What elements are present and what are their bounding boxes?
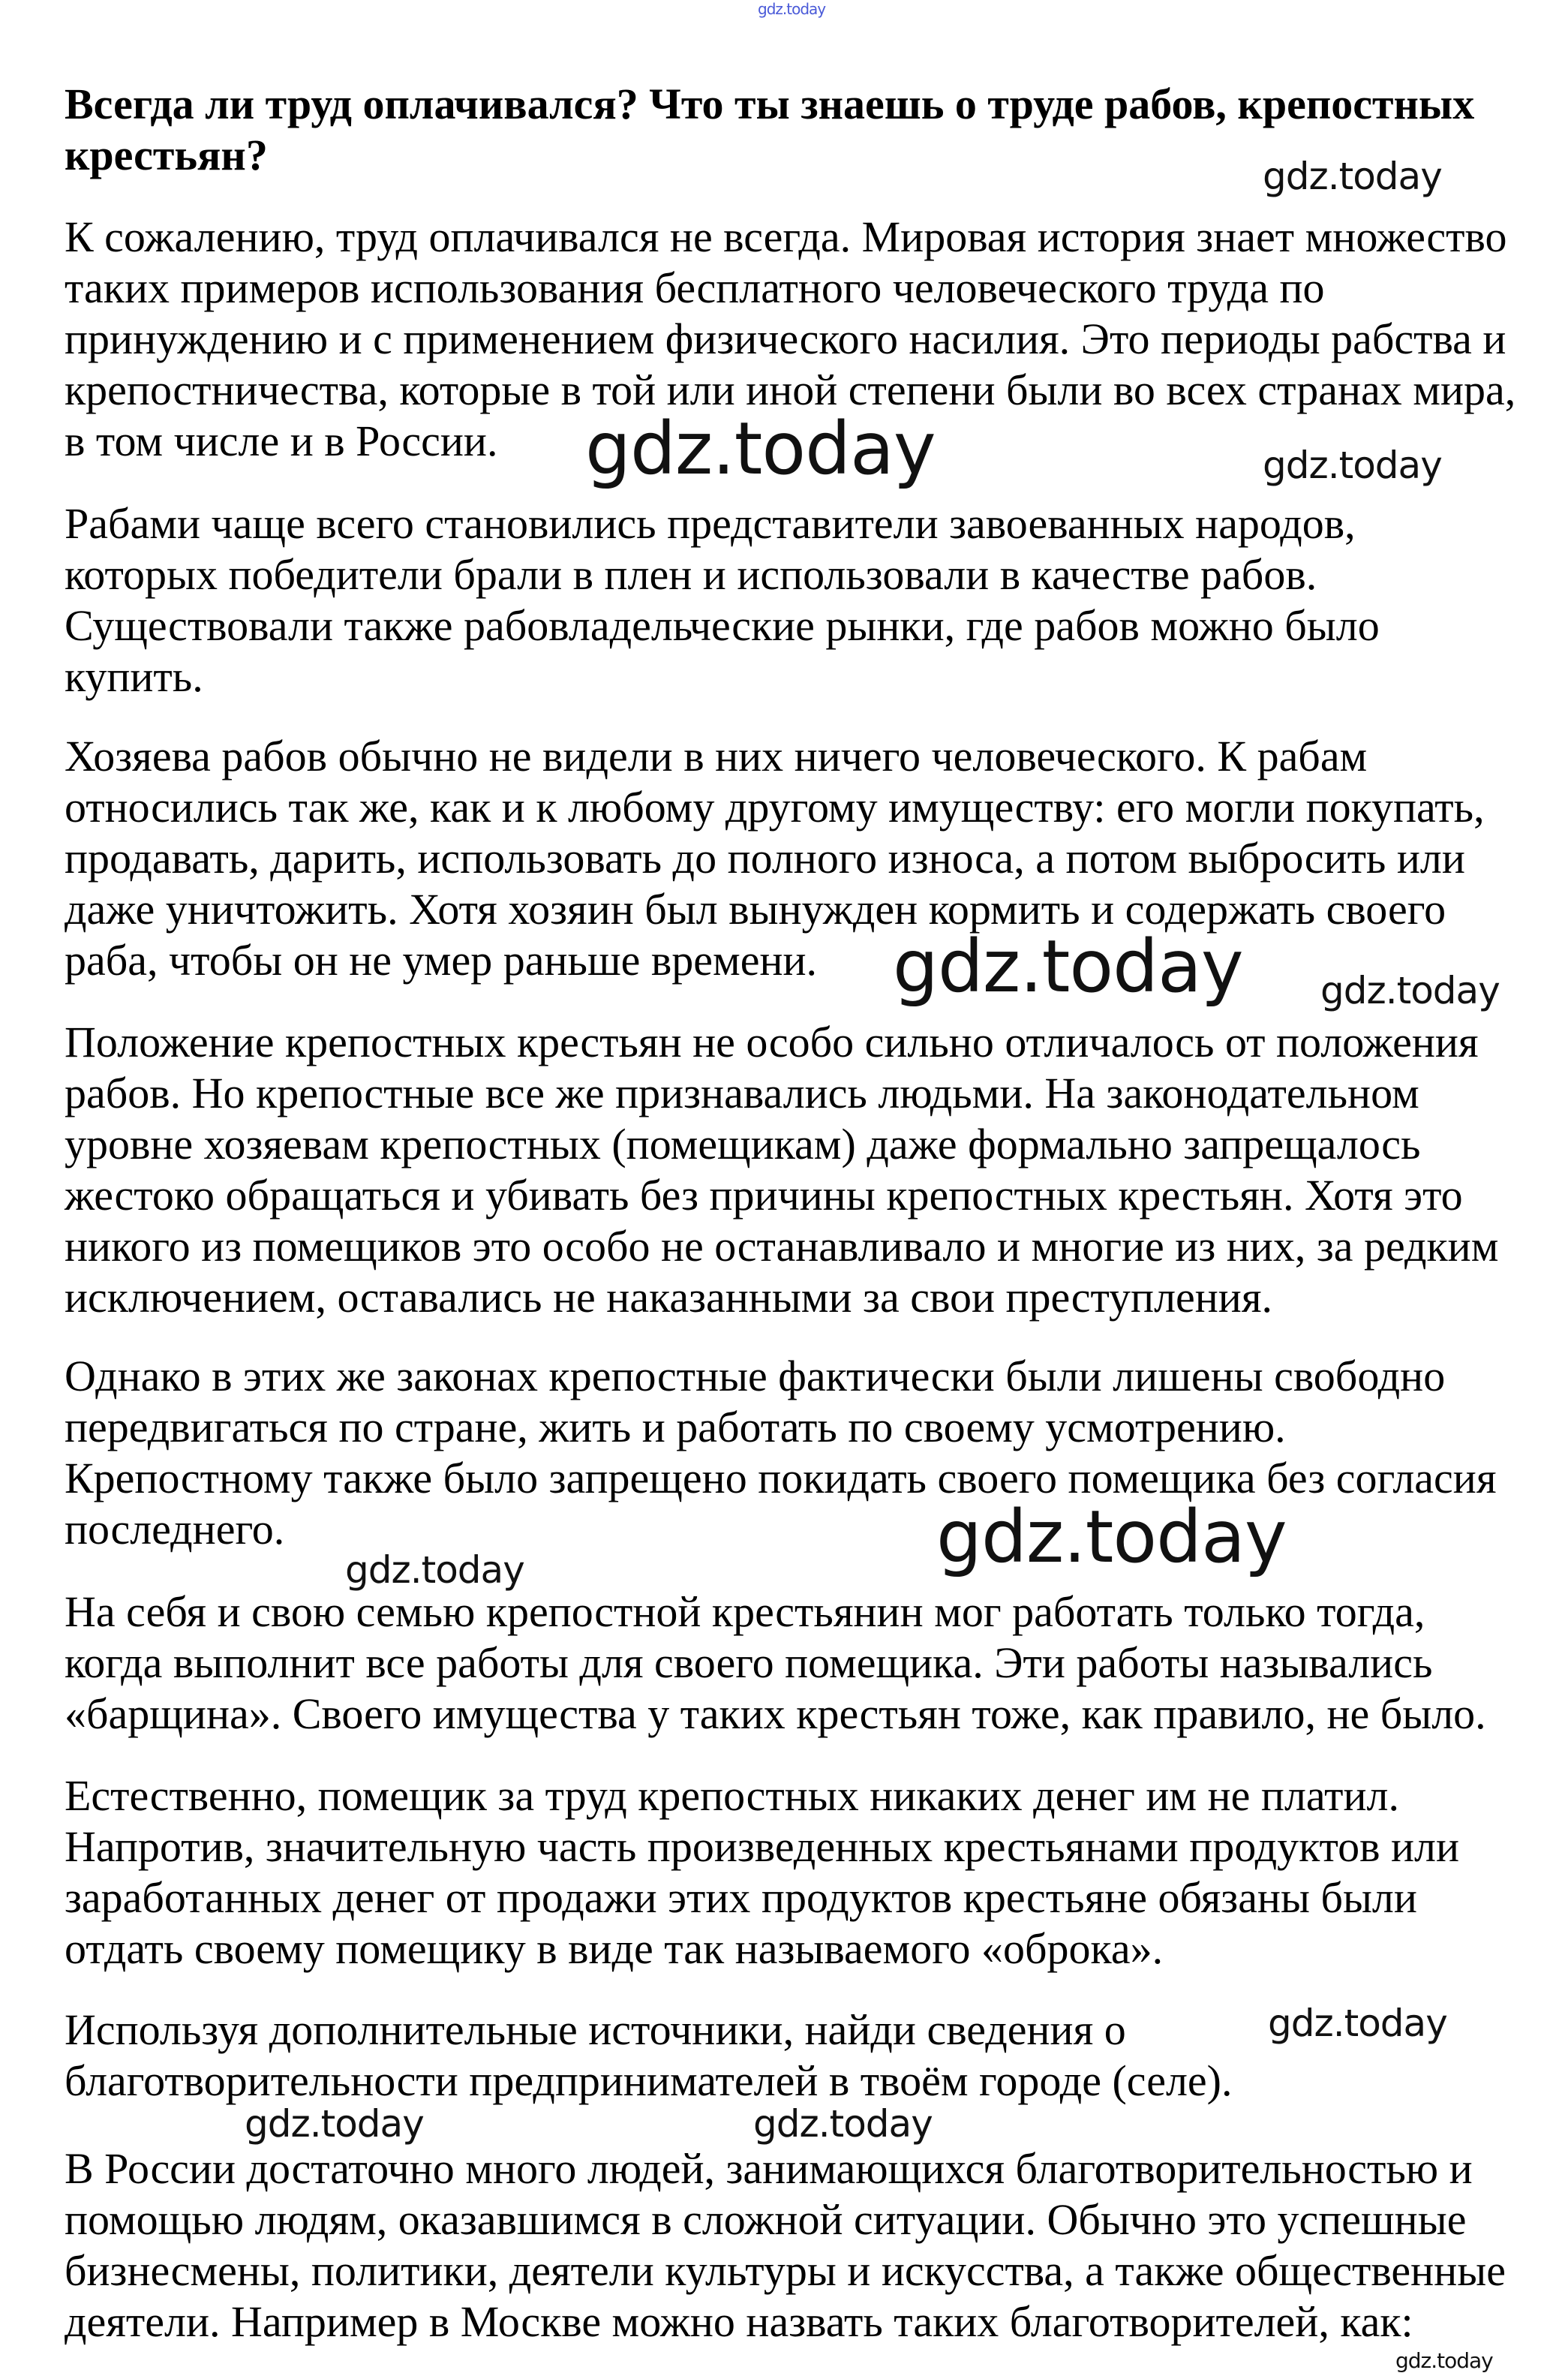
watermark: gdz.today: [936, 1495, 1287, 1579]
text-line: Естественно, помещик за труд крепостных никаких денег им не платил.: [65, 1771, 1399, 1820]
text-line: таких примеров использования бесплатного человеческого труда по: [65, 263, 1325, 312]
text-line: помощью людям, оказавшимся в сложной ситуации. Обычно это успешные: [65, 2195, 1467, 2244]
text-line: Крепостному также было запрещено покидать своего помещика без согласия: [65, 1454, 1497, 1502]
watermark: gdz.today: [585, 407, 936, 491]
watermark: gdz.today: [245, 2102, 424, 2146]
watermark: gdz.today: [345, 1548, 524, 1592]
watermark: gdz.today: [1268, 2002, 1447, 2045]
paragraph: [65, 2143, 1506, 2347]
text-line: «барщина». Своего имущества у таких крестьян тоже, как правило, не было.: [65, 1689, 1486, 1738]
text-line: когда выполнит все работы для своего помещика. Эти работы назывались: [65, 1638, 1433, 1687]
text-line: никого из помещиков это особо не останавливало и многие из них, за редким: [65, 1222, 1499, 1271]
watermark: gdz.today: [753, 2102, 933, 2146]
text-line: заработанных денег от продажи этих продуктов крестьяне обязаны были: [65, 1873, 1417, 1922]
watermark: gdz.today: [758, 0, 826, 18]
text-line: Хозяева рабов обычно не видели в них ничего человеческого. К рабам: [65, 732, 1368, 780]
text-line: В России достаточно много людей, занимающихся благотворительностью и: [65, 2144, 1473, 2193]
text-line: На себя и свою семью крепостной крестьянин мог работать только тогда,: [65, 1587, 1425, 1636]
heading-line: Всегда ли труд оплачивался? Что ты знаешь о труде рабов, крепостных: [65, 80, 1475, 128]
heading-line: крестьян?: [65, 131, 268, 179]
text-line: даже уничтожить. Хотя хозяин был вынужден кормить и содержать своего: [65, 885, 1446, 934]
text-line: К сожалению, труд оплачивался не всегда. Мировая история знает множество: [65, 212, 1507, 261]
text-line: крепостничества, которые в той или иной степени были во всех странах мира,: [65, 365, 1516, 414]
text-line: которых победители брали в плен и использовали в качестве рабов.: [65, 550, 1317, 599]
text-line: продавать, дарить, использовать до полного износа, а потом выбросить или: [65, 834, 1465, 883]
task-paragraph: [65, 2005, 1232, 2107]
watermark: gdz.today: [893, 925, 1243, 1009]
text-line: Однако в этих же законах крепостные фактически были лишены свободно: [65, 1352, 1446, 1400]
text-line: относились так же, как и к любому другому имуществу: его могли покупать,: [65, 783, 1485, 832]
text-line: Положение крепостных крестьян не особо сильно отличалось от положения: [65, 1018, 1479, 1066]
text-line: рабов. Но крепостные все же признавались людьми. На законодательном: [65, 1069, 1419, 1117]
watermark: gdz.today: [1263, 444, 1442, 487]
text-line: в том числе и в России.: [65, 417, 498, 465]
text-line: жестоко обращаться и убивать без причины крепостных крестьян. Хотя это: [65, 1171, 1463, 1220]
text-line: отдать своему помещику в виде так называемого «оброка».: [65, 1924, 1164, 1973]
text-line: последнего.: [65, 1505, 285, 1553]
text-line: Используя дополнительные источники, найди сведения о: [65, 2005, 1126, 2054]
text-line: деятели. Например в Москве можно назвать таких благотворителей, как:: [65, 2297, 1413, 2346]
text-line: Существовали также рабовладельческие рынки, где рабов можно было: [65, 601, 1380, 650]
paragraph: [65, 731, 1485, 986]
text-line: уровне хозяевам крепостных (помещикам) даже формально запрещалось: [65, 1120, 1421, 1168]
watermark: gdz.today: [1263, 155, 1442, 198]
text-line: передвигаться по стране, жить и работать по своему усмотрению.: [65, 1403, 1286, 1451]
watermark: gdz.today: [1395, 2348, 1493, 2373]
text-line: бизнесмены, политики, деятели культуры и искусства, а также общественные: [65, 2246, 1506, 2295]
text-line: Рабами чаще всего становились представители завоеванных народов,: [65, 499, 1356, 548]
text-line: купить.: [65, 652, 203, 701]
paragraph: [65, 498, 1380, 702]
paragraph: [65, 1587, 1486, 1740]
text-line: исключением, оставались не наказанными за свои преступления.: [65, 1273, 1273, 1322]
paragraph: [65, 1017, 1498, 1323]
text-line: принуждению и с применением физического насилия. Это периоды рабства и: [65, 314, 1506, 363]
text-line: благотворительности предпринимателей в твоём городе (селе).: [65, 2056, 1233, 2105]
watermark: gdz.today: [1320, 969, 1500, 1012]
text-line: Напротив, значительную часть произведенных крестьянами продуктов или: [65, 1822, 1460, 1871]
text-line: раба, чтобы он не умер раньше времени.: [65, 936, 818, 985]
paragraph: [65, 1770, 1459, 1974]
